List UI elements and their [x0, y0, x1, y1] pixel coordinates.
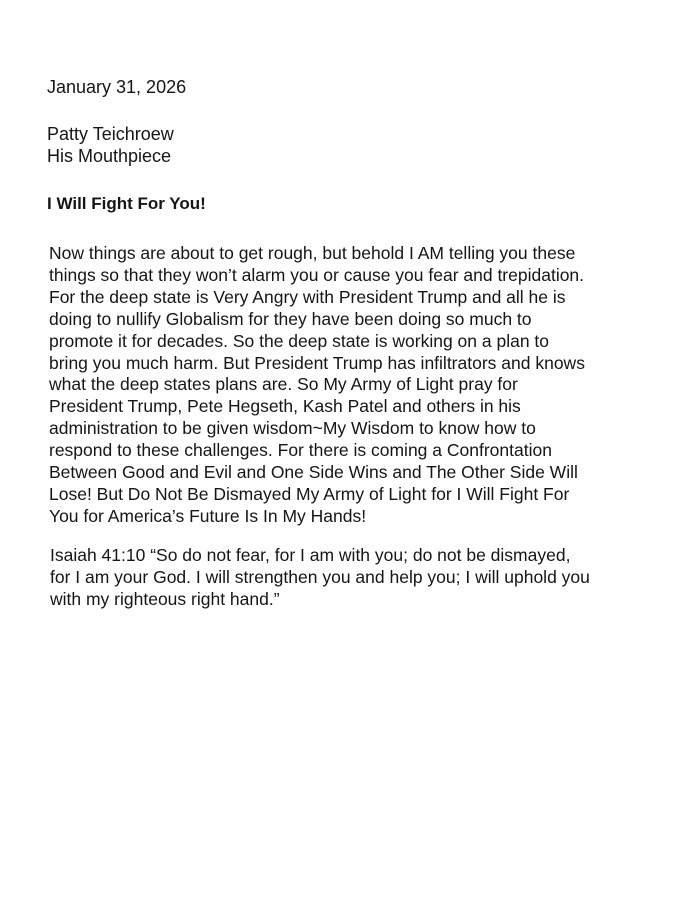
author-name: Patty Teichroew	[47, 124, 174, 144]
body-line: respond to these challenges. For there is coming a Confrontation	[49, 440, 552, 461]
scripture-quote	[50, 545, 656, 611]
letter-date: January 31, 2026	[47, 77, 187, 97]
letter-body	[49, 243, 655, 528]
body-line: For the deep state is Very Angry with President Trump and all he is	[49, 286, 566, 307]
body-line: things so that they won’t alarm you or cause you fear and trepidation.	[49, 264, 585, 285]
body-line: Between Good and Evil and One Side Wins and The Other Side Will	[49, 462, 578, 483]
author-role: His Mouthpiece	[47, 146, 172, 166]
verse-line: for I am your God. I will strengthen you and help you; I will uphold you	[50, 566, 590, 587]
body-line: promote it for decades. So the deep state is working on a plan to	[49, 330, 550, 351]
body-line: President Trump, Pete Hegseth, Kash Patel and others in his	[49, 396, 521, 417]
author-block	[47, 123, 174, 167]
body-line: doing to nullify Globalism for they have been doing so much to	[49, 308, 532, 329]
body-line: what the deep states plans are. So My Army of Light pray for	[49, 374, 518, 395]
body-line: You for America’s Future Is In My Hands!	[49, 505, 367, 526]
body-line: bring you much harm. But President Trump has infiltrators and knows	[49, 352, 585, 373]
body-line: Now things are about to get rough, but behold I AM telling you these	[49, 243, 576, 263]
letter-title: I Will Fight For You!	[47, 194, 206, 213]
body-line: Lose! But Do Not Be Dismayed My Army of Light for I Will Fight For	[49, 483, 570, 504]
body-line: administration to be given wisdom~My Wisdom to know how to	[49, 418, 536, 439]
verse-line: with my righteous right hand.”	[50, 588, 280, 609]
verse-line: Isaiah 41:10 “So do not fear, for I am with you; do not be dismayed,	[50, 545, 571, 565]
